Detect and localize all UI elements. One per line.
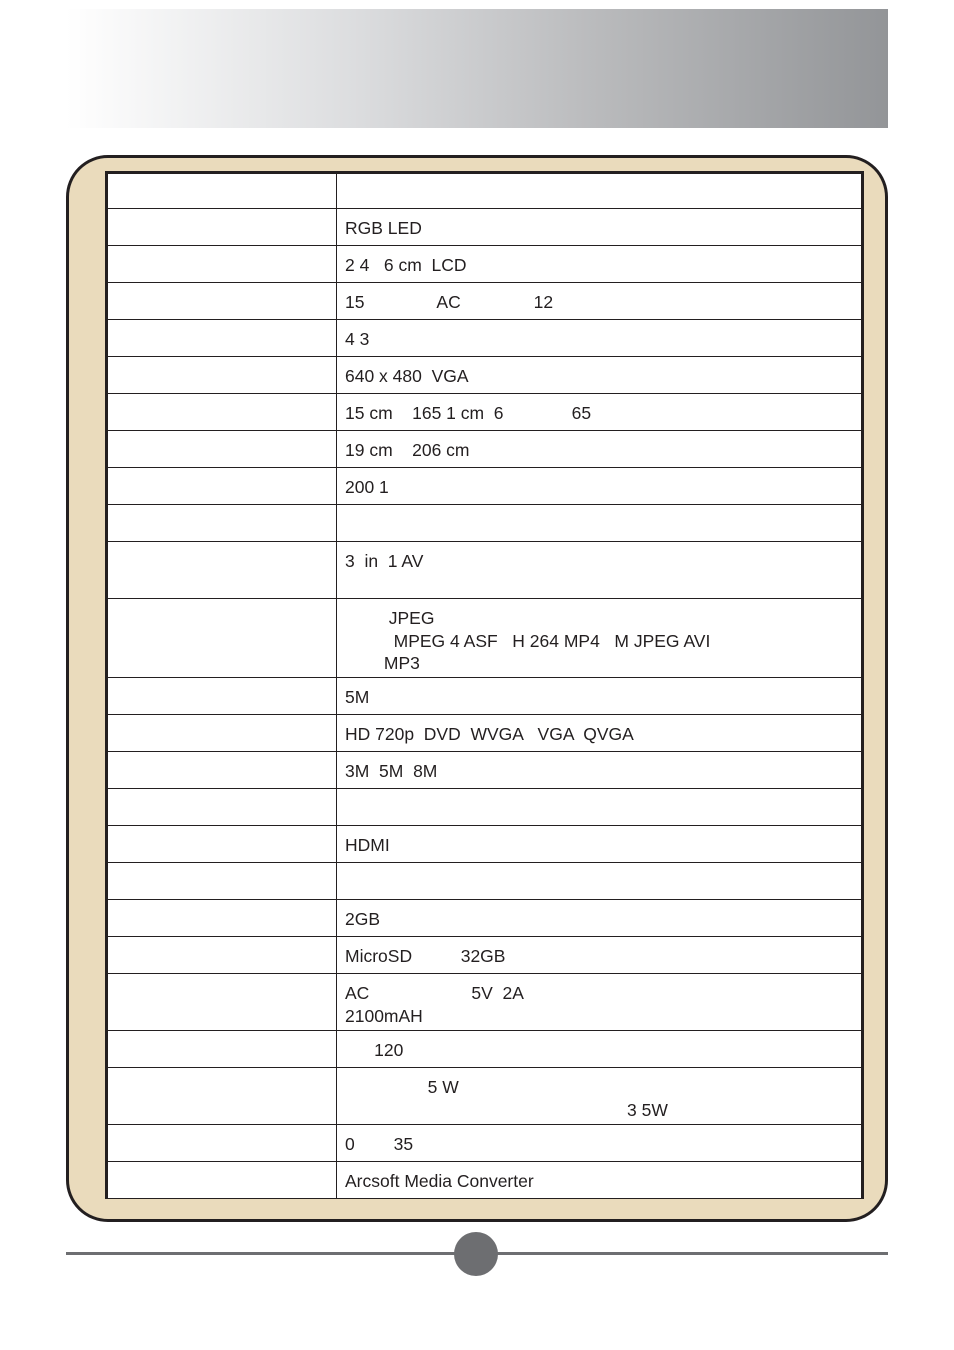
spec-value: Arcsoft Media Converter: [337, 1162, 863, 1199]
spec-value: 3 in 1 AV: [337, 542, 863, 599]
spec-value: [337, 173, 863, 209]
spec-label: [107, 246, 337, 283]
spec-value: 120: [337, 1031, 863, 1068]
spec-label: [107, 678, 337, 715]
spec-value: HDMI: [337, 826, 863, 863]
spec-value: 5 W 3 5W: [337, 1068, 863, 1125]
table-row: [107, 863, 863, 900]
table-row: [107, 431, 863, 468]
table-row: [107, 320, 863, 357]
table-row: [107, 789, 863, 826]
spec-label: [107, 715, 337, 752]
spec-label: [107, 1162, 337, 1199]
spec-value: HD 720p DVD WVGA VGA QVGA: [337, 715, 863, 752]
spec-label: [107, 431, 337, 468]
spec-value: 640 x 480 VGA: [337, 357, 863, 394]
spec-label: [107, 1068, 337, 1125]
table-row: [107, 394, 863, 431]
table-row: [107, 542, 863, 599]
spec-value: 3M 5M 8M: [337, 752, 863, 789]
spec-label: [107, 542, 337, 599]
table-row: [107, 357, 863, 394]
spec-label: [107, 826, 337, 863]
spec-label: [107, 1031, 337, 1068]
table-row: [107, 599, 863, 678]
spec-label: [107, 863, 337, 900]
spec-value: 5M: [337, 678, 863, 715]
spec-value: 0 35: [337, 1125, 863, 1162]
spec-value: 4 3: [337, 320, 863, 357]
spec-value: RGB LED: [337, 209, 863, 246]
spec-value: 19 cm 206 cm: [337, 431, 863, 468]
table-row: [107, 974, 863, 1031]
table-row: [107, 937, 863, 974]
spec-value: 2 4 6 cm LCD: [337, 246, 863, 283]
spec-label: [107, 283, 337, 320]
table-row: [107, 505, 863, 542]
spec-label: [107, 505, 337, 542]
spec-value: MicroSD 32GB: [337, 937, 863, 974]
spec-label: [107, 599, 337, 678]
spec-table: [105, 171, 864, 1199]
spec-label: [107, 937, 337, 974]
spec-value: 15 cm 165 1 cm 6 65: [337, 394, 863, 431]
spec-label: [107, 468, 337, 505]
table-row: [107, 1162, 863, 1199]
spec-label: [107, 974, 337, 1031]
spec-value: JPEG MPEG 4 ASF H 264 MP4 M JPEG AVI MP3: [337, 599, 863, 678]
spec-value: 15 AC 12: [337, 283, 863, 320]
table-row: [107, 468, 863, 505]
spec-label: [107, 357, 337, 394]
table-row: [107, 715, 863, 752]
table-row: [107, 209, 863, 246]
spec-value: [337, 789, 863, 826]
header-band: [66, 9, 888, 128]
table-row: [107, 1068, 863, 1125]
table-row: [107, 1125, 863, 1162]
spec-value: [337, 863, 863, 900]
table-row: [107, 173, 863, 209]
table-row: [107, 900, 863, 937]
spec-value: 200 1: [337, 468, 863, 505]
table-row: [107, 826, 863, 863]
table-row: [107, 283, 863, 320]
spec-label: [107, 752, 337, 789]
table-row: [107, 1031, 863, 1068]
spec-label: [107, 900, 337, 937]
spec-table-body: [107, 173, 863, 1199]
spec-label: [107, 1125, 337, 1162]
spec-value: 2GB: [337, 900, 863, 937]
spec-value: AC 5V 2A 2100mAH: [337, 974, 863, 1031]
spec-label: [107, 173, 337, 209]
table-row: [107, 678, 863, 715]
spec-label: [107, 394, 337, 431]
spec-label: [107, 320, 337, 357]
table-row: [107, 246, 863, 283]
page-number-dot: [454, 1232, 498, 1276]
spec-label: [107, 789, 337, 826]
spec-value: [337, 505, 863, 542]
table-row: [107, 752, 863, 789]
spec-label: [107, 209, 337, 246]
